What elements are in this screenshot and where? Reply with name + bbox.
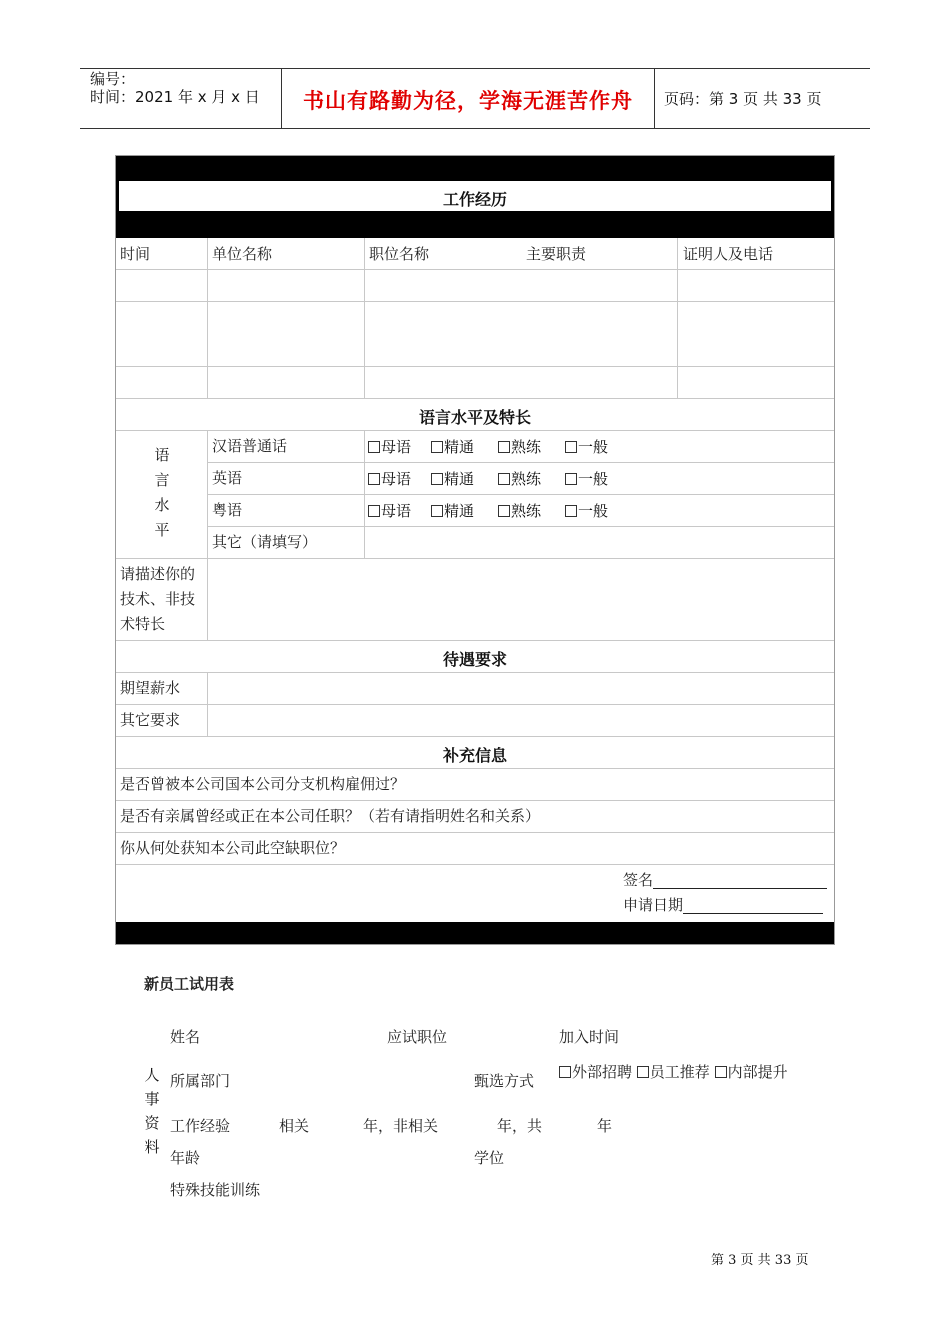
checkbox-icon: [431, 473, 443, 485]
option-basic[interactable]: 一般: [565, 468, 608, 489]
work-row-cell[interactable]: [116, 302, 834, 366]
header-divider: [654, 69, 655, 129]
option-fluent[interactable]: 熟练: [498, 500, 541, 521]
application-date-line[interactable]: 申请日期: [623, 896, 823, 914]
language-title: 语言水平及特长: [418, 408, 531, 427]
option-basic[interactable]: 一般: [565, 500, 608, 521]
checkbox-icon: [368, 505, 380, 517]
skills-label: 请描述你的技术、非技术特长: [120, 565, 196, 633]
personnel-side-label: 人 事 资 料: [144, 1066, 160, 1156]
total-label: 年，共: [497, 1117, 543, 1135]
grid-line: [116, 768, 834, 769]
department-label: 所属部门: [170, 1072, 231, 1090]
col-header-duties: 主要职责: [526, 245, 587, 263]
selection-method-options: [559, 1060, 814, 1084]
other-language-label: 其它（请填写）: [212, 533, 318, 551]
checkbox-icon: [565, 505, 577, 517]
checkbox-icon: [498, 473, 510, 485]
other-requirements-label: 其它要求: [120, 711, 181, 729]
degree-label: 学位: [474, 1149, 505, 1167]
grid-line: [116, 736, 834, 737]
name-label: 姓名: [170, 1028, 201, 1046]
other-language-field[interactable]: [365, 527, 834, 558]
work-experience-title: 工作经历: [442, 190, 507, 209]
work-row-cell[interactable]: [116, 367, 834, 398]
col-header-reference: 证明人及电话: [683, 245, 774, 263]
option-native[interactable]: 母语: [368, 436, 411, 457]
col-header-position: 职位名称: [369, 245, 430, 263]
option-external[interactable]: 外部招聘: [559, 1063, 632, 1081]
language-row-label: 汉语普通话: [212, 437, 288, 455]
grid-line: [116, 864, 834, 865]
language-side-label: 语 言 水 平: [154, 446, 170, 539]
checkbox-icon: [715, 1066, 727, 1078]
checkbox-icon: [565, 473, 577, 485]
checkbox-icon: [498, 505, 510, 517]
option-referral[interactable]: 员工推荐: [637, 1063, 710, 1081]
col-header-company: 单位名称: [212, 245, 273, 263]
language-row-label: 英语: [212, 469, 243, 487]
question-employed-before: 是否曾被本公司国本公司分支机构雇佣过？: [120, 775, 406, 793]
page-footer: 第 3 页 共 33 页: [711, 1253, 809, 1268]
related-label: 相关: [279, 1117, 310, 1135]
checkbox-icon: [368, 473, 380, 485]
option-fluent[interactable]: 熟练: [498, 436, 541, 457]
grid-line: [116, 640, 834, 641]
checkbox-icon: [565, 441, 577, 453]
grid-line: [116, 832, 834, 833]
nonrelated-label: 年，非相关: [363, 1117, 439, 1135]
question-relatives: 是否有亲属曾经或正在本公司任职？（若有请指明姓名和关系）: [120, 807, 541, 825]
checkbox-icon: [431, 505, 443, 517]
salary-field[interactable]: [208, 673, 834, 704]
experience-label: 工作经验: [170, 1117, 231, 1135]
header-top-rule: [80, 68, 870, 69]
work-row-cell[interactable]: [116, 270, 834, 301]
supplement-title: 补充信息: [442, 746, 507, 765]
special-skills-label: 特殊技能训练: [170, 1181, 261, 1199]
other-requirements-field[interactable]: [208, 705, 834, 736]
checkbox-icon: [368, 441, 380, 453]
salary-label: 期望薪水: [120, 679, 181, 697]
signature-line[interactable]: 签名: [623, 871, 827, 889]
question-source: 你从何处获知本公司此空缺职位？: [120, 839, 346, 857]
option-proficient[interactable]: 精通: [431, 500, 474, 521]
treatment-title: 待遇要求: [442, 650, 507, 669]
application-form: [115, 155, 835, 945]
document-time-label: 时间：2021 年 x 月 x 日: [90, 88, 260, 106]
col-header-time: 时间: [120, 245, 151, 263]
grid-line: [116, 430, 834, 431]
checkbox-icon: [431, 441, 443, 453]
option-fluent[interactable]: 熟练: [498, 468, 541, 489]
join-date-label: 加入时间: [559, 1028, 620, 1046]
language-row-label: 粤语: [212, 501, 243, 519]
header-page-label: 页码：第 3 页 共 33 页: [664, 90, 822, 108]
year-label: 年: [597, 1117, 613, 1135]
selection-method-label: 甄选方式: [474, 1072, 535, 1090]
option-native[interactable]: 母语: [368, 500, 411, 521]
applied-position-label: 应试职位: [387, 1028, 448, 1046]
header-bottom-rule: [80, 128, 870, 129]
section-band: [116, 922, 834, 944]
grid-line: [207, 462, 834, 463]
option-proficient[interactable]: 精通: [431, 468, 474, 489]
header-motto: 书山有路勤为径，学海无涯苦作舟: [303, 89, 633, 113]
grid-line: [207, 672, 208, 736]
checkbox-icon: [637, 1066, 649, 1078]
option-native[interactable]: 母语: [368, 468, 411, 489]
option-proficient[interactable]: 精通: [431, 436, 474, 457]
trial-form-title: 新员工试用表: [144, 975, 235, 993]
skills-field[interactable]: [208, 559, 834, 640]
document-number-label: 编号：: [90, 70, 136, 88]
grid-line: [116, 398, 834, 399]
grid-line: [207, 494, 834, 495]
option-internal[interactable]: 内部提升: [715, 1063, 788, 1081]
grid-line: [116, 800, 834, 801]
option-basic[interactable]: 一般: [565, 436, 608, 457]
checkbox-icon: [498, 441, 510, 453]
age-label: 年龄: [170, 1149, 201, 1167]
checkbox-icon: [559, 1066, 571, 1078]
